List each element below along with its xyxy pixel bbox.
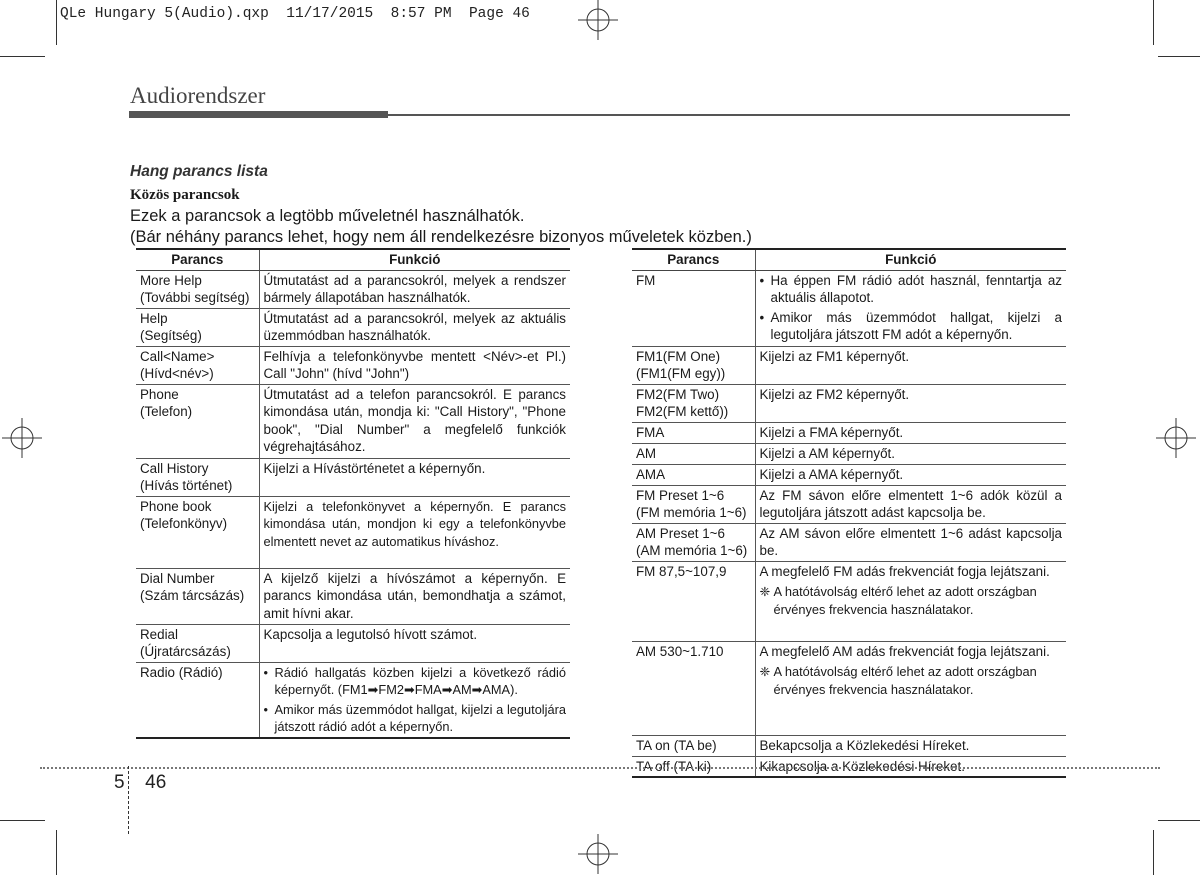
command-text: FM 87,5~107,9 (636, 563, 727, 579)
command-text: More Help (140, 272, 202, 288)
function-cell (755, 270, 1066, 346)
command-cell (632, 464, 755, 485)
command-text: (Újratárcsázás) (140, 644, 231, 659)
chapter-number: 5 (114, 772, 125, 793)
note-icon: ❈ (759, 584, 771, 599)
registration-mark-left (2, 418, 42, 458)
command-text: (Szám tárcsázás) (140, 588, 245, 603)
table-row (136, 458, 570, 496)
command-text: AMA (636, 466, 666, 482)
command-text: Dial Number (140, 570, 215, 586)
function-text: A kijelző kijelzi a hívószámot a képernyőn. E parancs kimondása után, bemondhatja a számot, amit hívni akar. (263, 570, 566, 621)
page-number (114, 772, 166, 794)
table-row (136, 270, 570, 308)
subtitle: Hang parancs lista (130, 163, 268, 180)
function-text: Kijelzi a AMA képernyőt. (759, 466, 904, 482)
table-row (632, 485, 1066, 523)
command-cell (632, 270, 755, 346)
table-header-row (136, 249, 570, 270)
crop-mark-bottom-right-h (1158, 820, 1200, 821)
command-text: Radio (Rádió) (140, 664, 223, 680)
command-cell (136, 308, 259, 346)
table-row (136, 346, 570, 384)
command-text: TA off (TA ki) (636, 758, 712, 774)
command-text: Call<Name> (140, 348, 215, 364)
function-text: A megfelelő FM adás frekvenciát fogja lejátszani. (759, 563, 1050, 579)
command-text: FMA (636, 424, 665, 440)
command-cell (632, 443, 755, 464)
footer-dotted-rule (40, 767, 1160, 769)
table-row (632, 561, 1066, 641)
function-cell (259, 496, 570, 568)
function-cell (259, 308, 570, 346)
command-cell (136, 624, 259, 662)
registration-mark-bottom (578, 834, 618, 874)
command-cell (632, 523, 755, 561)
table-row (136, 662, 570, 738)
command-text: (AM memória 1~6) (636, 543, 748, 558)
command-text: FM (636, 272, 656, 288)
crop-mark-top-left-v (56, 0, 57, 45)
header-command: Parancs (632, 249, 755, 270)
table-row (136, 496, 570, 568)
function-cell (259, 384, 570, 458)
command-cell (632, 735, 755, 756)
bullet-text: Rádió hallgatás közben kijelzi a következő rádió képernyőt. (FM1➡FM2➡FMA➡AM➡AMA). (274, 664, 566, 697)
page-number-value: 46 (145, 772, 167, 793)
function-text: Bekapcsolja a Közlekedési Híreket. (759, 737, 970, 753)
crop-mark-bottom-right-v (1153, 830, 1154, 875)
command-text: TA on (TA be) (636, 737, 717, 753)
command-cell (632, 346, 755, 384)
command-text: Help (140, 310, 168, 326)
intro-line-2: (Bár néhány parancs lehet, hogy nem áll rendelkezésre bizonyos műveletek közben.) (130, 228, 752, 246)
function-cell (755, 735, 1066, 756)
command-cell (632, 422, 755, 443)
intro-line-1: Ezek a parancsok a legtöbb műveletnél használhatók. (130, 207, 525, 225)
command-text: AM 530~1.710 (636, 643, 724, 659)
function-text: Az FM sávon előre elmentett 1~6 adók közül a legutoljára játszott adást kapcsolja be. (759, 487, 1062, 520)
right-command-table (632, 248, 1066, 778)
function-text: Kijelzi a AM képernyőt. (759, 445, 895, 461)
command-cell (136, 384, 259, 458)
bullet-icon: • (263, 664, 268, 680)
table-row (632, 443, 1066, 464)
command-cell (632, 561, 755, 641)
table-row (632, 641, 1066, 735)
function-cell (755, 485, 1066, 523)
function-cell (259, 662, 570, 738)
bullet-icon: • (759, 272, 765, 288)
note-text: A hatótávolság eltérő lehet az adott országban érvényes frekvencia használatakor. (773, 584, 1037, 617)
command-cell (136, 346, 259, 384)
header-command: Parancs (136, 249, 259, 270)
command-text: FM Preset 1~6 (636, 487, 725, 503)
command-text: (FM memória 1~6) (636, 505, 747, 520)
function-text: Kijelzi az FM1 képernyőt. (759, 348, 910, 364)
command-text: Redial (140, 626, 178, 642)
command-cell (136, 496, 259, 568)
command-text: AM (636, 445, 657, 461)
table-row (632, 735, 1066, 756)
bullet-item (264, 701, 567, 736)
command-cell (136, 270, 259, 308)
header-function: Funkció (259, 249, 570, 270)
function-cell (259, 568, 570, 624)
crop-mark-top-left-h (0, 56, 45, 57)
command-cell (136, 458, 259, 496)
function-cell (755, 443, 1066, 464)
function-cell (755, 464, 1066, 485)
command-text: (FM1(FM egy)) (636, 366, 726, 381)
table-header-row (632, 249, 1066, 270)
command-cell (632, 641, 755, 735)
command-text: (További segítség) (140, 290, 250, 305)
function-text: Felhívja a telefonkönyvbe mentett <Név>-et Pl.) Call "John" (hívd "John") (263, 348, 566, 381)
function-cell (259, 270, 570, 308)
function-text: Útmutatást ad a parancsokról, melyek a rendszer bármely állapotában használhatók. (263, 272, 566, 305)
table-row (136, 308, 570, 346)
command-cell (136, 662, 259, 738)
function-text: Az AM sávon előre elmentett 1~6 adást kapcsolja be. (759, 525, 1062, 558)
subheading: Közös parancsok (130, 187, 240, 203)
command-text: Phone book (140, 498, 212, 514)
crop-mark-top-right-v (1153, 0, 1154, 45)
function-text: Kijelzi a FMA képernyőt. (759, 424, 904, 440)
registration-mark-right (1156, 418, 1196, 458)
function-text: Kijelzi az FM2 képernyőt. (759, 386, 910, 402)
note-text: A hatótávolság eltérő lehet az adott országban érvényes frekvencia használatakor. (773, 664, 1037, 697)
command-text: Call History (140, 460, 209, 476)
command-text: (Telefon) (140, 404, 193, 419)
command-cell (632, 485, 755, 523)
table-row (136, 568, 570, 624)
table-row (632, 464, 1066, 485)
registration-mark-top (578, 0, 618, 40)
table-row (632, 523, 1066, 561)
command-text: (Hívd<név>) (140, 366, 214, 381)
function-text: Útmutatást ad a parancsokról, melyek az aktuális üzemmódban használhatók. (263, 310, 566, 343)
function-cell (755, 346, 1066, 384)
table-row (632, 346, 1066, 384)
crop-mark-top-right-h (1158, 56, 1200, 57)
bullet-item (760, 309, 1063, 344)
function-cell (755, 523, 1066, 561)
command-text: (Hívás történet) (140, 478, 233, 493)
command-text: FM2(FM kettő)) (636, 404, 729, 419)
bullet-text: Amikor más üzemmódot hallgat, kijelzi a legutoljára játszott rádió adót a képernyőn. (274, 701, 566, 734)
function-cell (755, 384, 1066, 422)
bullet-icon: • (759, 309, 765, 325)
function-cell (755, 641, 1066, 735)
bullet-text: Amikor más üzemmódot hallgat, kijelzi a legutoljára játszott FM adót a képernyőn. (770, 309, 1062, 342)
function-text: A megfelelő AM adás frekvenciát fogja lejátszani. (759, 643, 1050, 659)
bullet-item (264, 664, 567, 699)
bullet-item (760, 272, 1063, 307)
crop-mark-bottom-left-h (0, 820, 45, 821)
command-text: FM1(FM One) (636, 348, 721, 364)
note-item (760, 663, 1063, 698)
crop-mark-bottom-left-v (56, 830, 57, 875)
function-cell (259, 458, 570, 496)
print-header: QLe Hungary 5(Audio).qxp 11/17/2015 8:57 PM Page 46 (60, 6, 530, 22)
table-row (632, 422, 1066, 443)
header-function: Funkció (755, 249, 1066, 270)
function-text: Kapcsolja a legutolsó hívott számot. (263, 626, 478, 642)
function-text: Útmutatást ad a telefon parancsokról. E parancs kimondása után, mondja ki: "Call History", "Phone book", "Dial Number" a megfelelő funkciók végrehajtásához. (263, 386, 566, 454)
function-text: Kijelzi a telefonkönyvet a képernyőn. E parancs kimondása után, mondjon ki egy a telefonkönyvbe elmentett nevet az automatikus híváshoz. (263, 498, 566, 549)
command-cell (632, 384, 755, 422)
left-command-table (136, 248, 570, 739)
section-title: Audiorendszer (130, 83, 266, 108)
bullet-text: Ha éppen FM rádió adót használ, fenntartja az aktuális állapotot. (770, 272, 1062, 305)
command-text: FM2(FM Two) (636, 386, 720, 402)
note-item (760, 583, 1063, 618)
command-text: Phone (140, 386, 179, 402)
command-cell (136, 568, 259, 624)
table-row (136, 384, 570, 458)
function-cell (259, 346, 570, 384)
function-text: Kikapcsolja a Közlekedési Híreket. (759, 758, 965, 774)
command-text: (Segítség) (140, 328, 202, 343)
command-text: AM Preset 1~6 (636, 525, 725, 541)
function-cell (259, 624, 570, 662)
table-row (632, 384, 1066, 422)
command-text: (Telefonkönyv) (140, 516, 228, 531)
bullet-icon: • (263, 701, 268, 717)
function-cell (755, 422, 1066, 443)
note-icon: ❈ (759, 664, 771, 679)
function-cell (755, 561, 1066, 641)
table-row (632, 270, 1066, 346)
title-rule-thick (129, 111, 388, 118)
function-text: Kijelzi a Hívástörténetet a képernyőn. (263, 460, 486, 476)
table-row (136, 624, 570, 662)
title-rule-thin (388, 114, 1070, 116)
